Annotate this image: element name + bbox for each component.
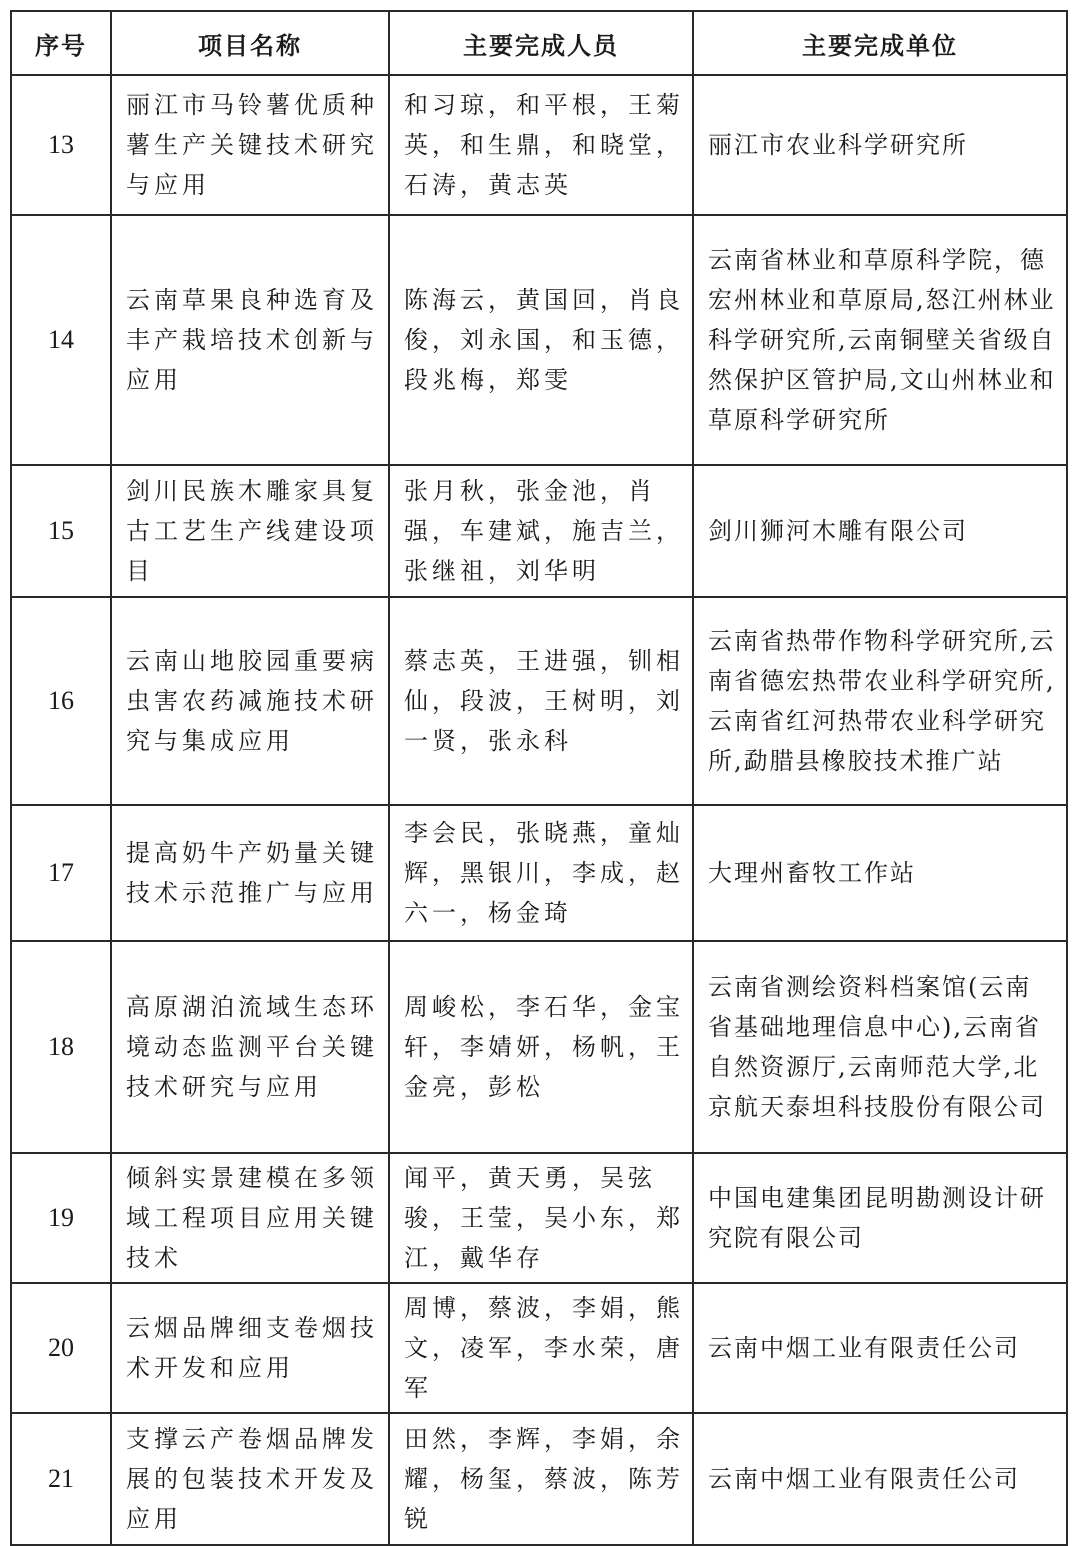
- row-number: 19: [11, 1153, 111, 1283]
- row-number: 18: [11, 941, 111, 1153]
- header-main-people: 主要完成人员: [389, 11, 693, 75]
- project-name: 提高奶牛产奶量关键技术示范推广与应用: [111, 805, 389, 941]
- main-people: 李会民，张晓燕，童灿辉，黑银川，李成，赵六一，杨金琦: [389, 805, 693, 941]
- main-people: 蔡志英，王进强，钏相仙，段波，王树明，刘一贤，张永科: [389, 597, 693, 805]
- main-unit: 云南中烟工业有限责任公司: [693, 1283, 1067, 1413]
- table-row: [11, 465, 1067, 597]
- row-number: 20: [11, 1283, 111, 1413]
- project-name: 云烟品牌细支卷烟技术开发和应用: [111, 1283, 389, 1413]
- main-people: 张月秋，张金池，肖强，车建斌，施吉兰，张继祖，刘华明: [389, 465, 693, 597]
- main-unit: 云南省热带作物科学研究所,云南省德宏热带农业科学研究所,云南省红河热带农业科学研究所,勐腊县橡胶技术推广站: [693, 597, 1067, 805]
- project-name: 云南草果良种选育及丰产栽培技术创新与应用: [111, 215, 389, 465]
- main-unit: 云南省林业和草原科学院，德宏州林业和草原局,怒江州林业科学研究所,云南铜壁关省级自然保护区管护局,文山州林业和草原科学研究所: [693, 215, 1067, 465]
- table-row: [11, 1153, 1067, 1283]
- table-row: [11, 1283, 1067, 1413]
- main-unit: 剑川狮河木雕有限公司: [693, 465, 1067, 597]
- main-people: 周峻松，李石华，金宝轩，李婧妍，杨帆，王金亮，彭松: [389, 941, 693, 1153]
- row-number: 14: [11, 215, 111, 465]
- project-name: 剑川民族木雕家具复古工艺生产线建设项目: [111, 465, 389, 597]
- main-unit: 云南省测绘资料档案馆(云南省基础地理信息中心),云南省自然资源厅,云南师范大学,北京航天泰坦科技股份有限公司: [693, 941, 1067, 1153]
- row-number: 17: [11, 805, 111, 941]
- row-number: 16: [11, 597, 111, 805]
- main-people: 和习琼，和平根，王菊英，和生鼎，和晓堂，石涛，黄志英: [389, 75, 693, 215]
- main-unit: 中国电建集团昆明勘测设计研究院有限公司: [693, 1153, 1067, 1283]
- main-unit: 大理州畜牧工作站: [693, 805, 1067, 941]
- project-name: 云南山地胶园重要病虫害农药减施技术研究与集成应用: [111, 597, 389, 805]
- project-name: 丽江市马铃薯优质种薯生产关键技术研究与应用: [111, 75, 389, 215]
- row-number: 13: [11, 75, 111, 215]
- table-row: [11, 75, 1067, 215]
- table-header-row: [11, 11, 1067, 75]
- project-name: 支撑云产卷烟品牌发展的包装技术开发及应用: [111, 1413, 389, 1545]
- main-people: 陈海云，黄国回，肖良俊，刘永国，和玉德，段兆梅，郑雯: [389, 215, 693, 465]
- main-unit: 丽江市农业科学研究所: [693, 75, 1067, 215]
- table-row: [11, 1413, 1067, 1545]
- main-people: 闻平，黄天勇，吴弦骏，王莹，吴小东，郑江，戴华存: [389, 1153, 693, 1283]
- main-unit: 云南中烟工业有限责任公司: [693, 1413, 1067, 1545]
- table-row: [11, 805, 1067, 941]
- main-people: 周博，蔡波，李娟，熊文，凌军，李水荣，唐军: [389, 1283, 693, 1413]
- header-no: 序号: [11, 11, 111, 75]
- row-number: 21: [11, 1413, 111, 1545]
- table-row: [11, 215, 1067, 465]
- awards-table: [10, 10, 1068, 1546]
- project-name: 高原湖泊流域生态环境动态监测平台关键技术研究与应用: [111, 941, 389, 1153]
- header-project-name: 项目名称: [111, 11, 389, 75]
- table-row: [11, 597, 1067, 805]
- row-number: 15: [11, 465, 111, 597]
- project-name: 倾斜实景建模在多领域工程项目应用关键技术: [111, 1153, 389, 1283]
- header-main-unit: 主要完成单位: [693, 11, 1067, 75]
- main-people: 田然，李辉，李娟，余耀，杨玺，蔡波，陈芳锐: [389, 1413, 693, 1545]
- table-row: [11, 941, 1067, 1153]
